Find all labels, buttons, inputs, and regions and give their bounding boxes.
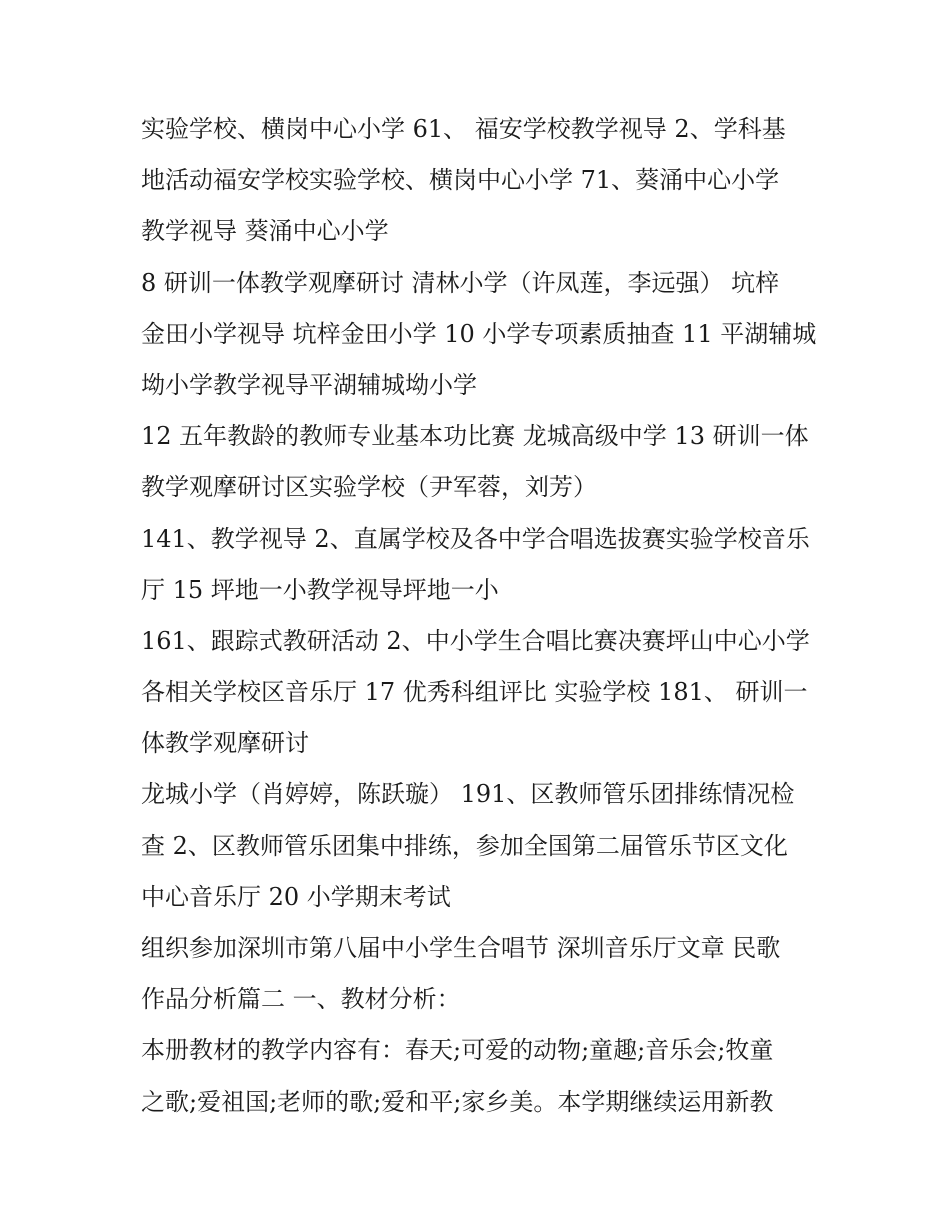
text-line: 体教学观摩研讨 xyxy=(141,729,309,758)
text-line: 地活动福安学校实验学校、横岗中心小学 71、葵涌中心小学 xyxy=(141,166,780,195)
text-line: 教学观摩研讨区实验学校（尹军蓉，刘芳） xyxy=(141,473,597,502)
text-line: 坳小学教学视导平湖辅城坳小学 xyxy=(141,370,477,399)
text-line: 本册教材的教学内容有：春天;可爱的动物;童趣;音乐会;牧童 xyxy=(141,1036,774,1065)
document-body xyxy=(141,104,821,1128)
text-line: 中心音乐厅 20 小学期末考试 xyxy=(141,882,451,911)
text-line: 厅 15 坪地一小教学视导坪地一小 xyxy=(141,575,499,604)
text-line: 8 研训一体教学观摩研讨 清林小学（许凤莲，李远强） 坑梓 xyxy=(141,268,780,297)
text-line: 141、教学视导 2、直属学校及各中学合唱选拔赛实验学校音乐 xyxy=(141,524,810,553)
text-line: 查 2、区教师管乐团集中排练，参加全国第二届管乐节区文化 xyxy=(141,831,788,860)
text-line: 之歌;爱祖国;老师的歌;爱和平;家乡美。本学期继续运用新教 xyxy=(141,1087,774,1116)
text-line: 教学视导 葵涌中心小学 xyxy=(141,217,389,246)
text-line: 161、跟踪式教研活动 2、中小学生合唱比赛决赛坪山中心小学 xyxy=(141,626,810,655)
text-line: 龙城小学（肖婷婷，陈跃璇） 191、区教师管乐团排练情况检 xyxy=(141,780,795,809)
text-line: 实验学校、横岗中心小学 61、 福安学校教学视导 2、学科基 xyxy=(141,115,786,143)
text-line: 各相关学校区音乐厅 17 优秀科组评比 实验学校 181、 研训一 xyxy=(141,678,808,707)
text-line: 组织参加深圳市第八届中小学生合唱节 深圳音乐厅文章 民歌 xyxy=(141,934,781,962)
text-line: 作品分析篇二 一、教材分析： xyxy=(141,985,461,1014)
text-line: 金田小学视导 坑梓金田小学 10 小学专项素质抽查 11 平湖辅城 xyxy=(141,319,817,348)
text-line: 12 五年教龄的教师专业基本功比赛 龙城高级中学 13 研训一体 xyxy=(141,422,809,451)
